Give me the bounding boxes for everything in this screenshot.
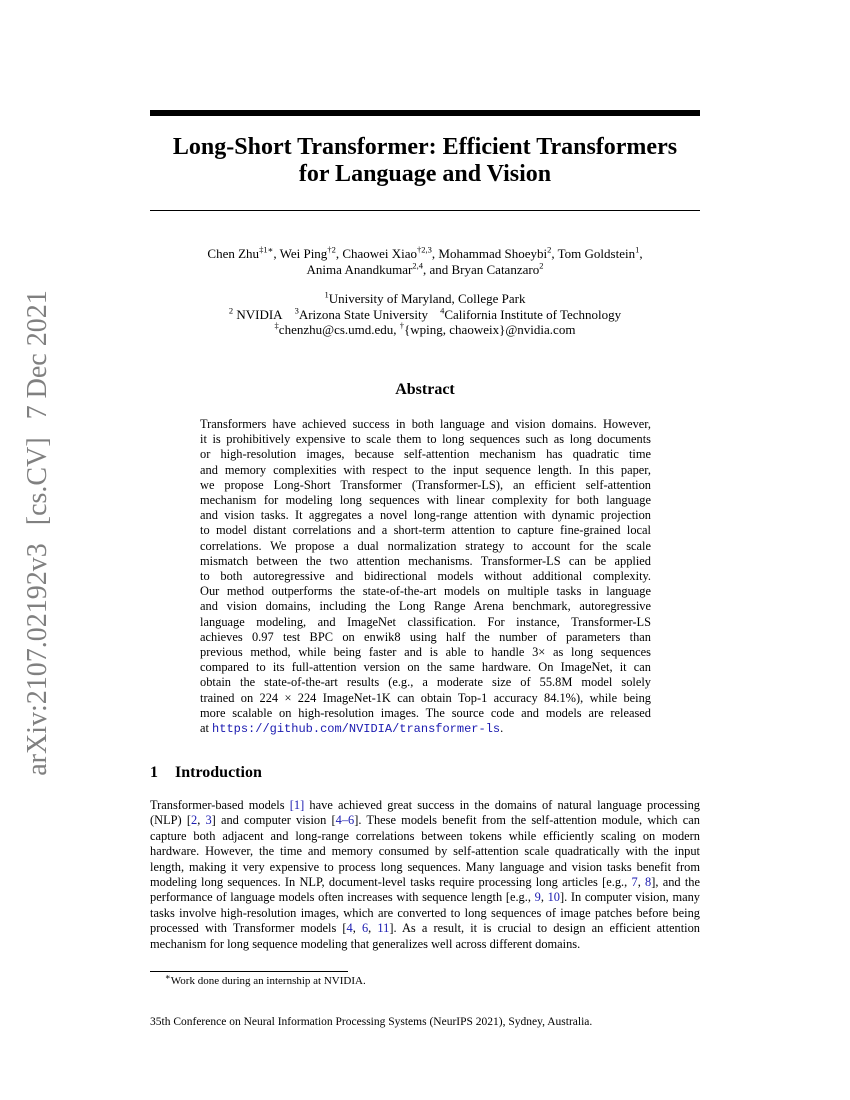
citation-link[interactable]: 10 <box>547 890 560 905</box>
footnote <box>165 971 366 987</box>
author-mark: †2,3 <box>417 244 432 255</box>
intro-paragraph <box>150 798 700 952</box>
arxiv-stamp <box>22 290 54 775</box>
paper-title <box>150 134 700 188</box>
abstract-text: . <box>500 721 504 736</box>
author-name: , Wei Ping <box>273 246 328 261</box>
intro-text: , <box>637 875 646 890</box>
citation-link[interactable]: 4–6 <box>335 813 355 828</box>
abstract-line: compared to its full-attention version on the same hardware. On ImageNet, it can <box>200 660 651 675</box>
email-nvidia: {wping, chaoweix}@nvidia.com <box>404 322 576 337</box>
footnote-rule <box>150 971 348 972</box>
citation-link[interactable]: 9 <box>534 890 541 905</box>
title-line-2: for Language and Vision <box>298 161 552 187</box>
intro-text: Transformer-based models <box>150 798 290 812</box>
affiliation-mark: 4 <box>440 305 445 316</box>
arxiv-date: 7 Dec 2021 <box>22 290 53 420</box>
author-name: Chen Zhu <box>207 246 260 261</box>
code-link[interactable]: https://github.com/NVIDIA/transformer-ls <box>212 722 501 737</box>
abstract-line: language modeling, and ImageNet classification. For instance, Transformer-LS <box>200 614 651 629</box>
citation-link[interactable]: 7 <box>631 875 638 890</box>
intro-text: ]. These models benefit from the self-attention module, which can capture both adjacent and long-range correlations between tokens while efficiently scaling on modern hardware. However, the time and memory consumed by self-attention scale quadratically with the input length, making it very expensive to process long sequences. Many language and vision tasks benefit from modeling long sequences. In NLP, document-level tasks require processing long articles [e.g., <box>150 813 700 890</box>
citation-link[interactable]: 3 <box>205 813 212 828</box>
author-name: , and Bryan Catanzaro <box>422 262 540 277</box>
intro-text: have achieved great success in the domains of natural language processing (NLP) [ <box>150 798 700 828</box>
citation-link[interactable]: 2 <box>190 813 198 828</box>
author-separator: , <box>639 246 643 261</box>
citation-link[interactable]: 6 <box>361 921 369 936</box>
intro-text: ]. In computer vision, many tasks involve high-resolution images, which are converted to long sequences of image patches before being processed with Transformer models [ <box>150 890 700 936</box>
affiliation-caltech: California Institute of Technology <box>444 306 622 322</box>
abstract-line: previous method, while being faster and is able to handle 3× as long sequences <box>200 645 651 660</box>
intro-text: ], and the performance of language models often increases with sequence length [e.g., <box>150 875 701 905</box>
section-heading <box>150 764 700 782</box>
abstract-line: and vision tasks. It aggregates a novel long-range attention with dynamic projection <box>200 508 651 523</box>
abstract-heading: Abstract <box>395 381 455 398</box>
affiliation-line-2 <box>150 307 700 323</box>
abstract-text: at <box>200 721 213 736</box>
title-line-1: Long-Short Transformer: Efficient Transformers <box>172 134 678 160</box>
affiliation-mark: 2 <box>228 305 234 316</box>
intro-text: , <box>352 921 362 936</box>
intro-text: ] and computer vision [ <box>211 813 336 828</box>
title-top-rule <box>150 110 700 116</box>
abstract-line: to both autoregressive and bidirectional models without additional complexity. <box>200 569 651 584</box>
affiliation-mark: 3 <box>294 305 299 316</box>
abstract-line: trained on 224 × 224 ImageNet-1K can obtain Top-1 accuracy 84.1%), while being <box>200 690 651 705</box>
affiliation-line-1 <box>150 291 700 307</box>
abstract-line: we propose Long-Short Transformer (Transformer-LS), an efficient self-attention <box>200 477 651 492</box>
author-line-2 <box>150 262 700 278</box>
abstract-line: more scalable on high-resolution images. The source code and models are released <box>200 705 651 720</box>
email-line <box>150 322 700 338</box>
author-mark: 2 <box>547 244 552 255</box>
abstract-line: mechanism for modeling long sequences with linear complexity for both language <box>200 493 651 508</box>
author-list <box>150 246 700 278</box>
affiliations <box>150 291 700 338</box>
arxiv-category: [cs.CV] <box>22 437 53 526</box>
section-title: Introduction <box>175 764 262 781</box>
affiliation-asu: Arizona State University <box>298 306 429 322</box>
abstract-line: to model distant correlations and a short-term attention to capture fine-grained local <box>200 523 651 538</box>
abstract-line: and memory complexities with respect to the input sequence length. In this paper, <box>200 462 651 477</box>
email-mark: ‡ <box>274 320 279 331</box>
author-mark: 2,4 <box>412 260 423 271</box>
author-mark: 1 <box>635 244 640 255</box>
footnote-text: Work done during an internship at NVIDIA. <box>170 975 366 987</box>
footnote-mark: ∗ <box>165 971 171 982</box>
affiliation-nvidia: NVIDIA <box>233 306 283 322</box>
abstract-line: Our method outperforms the state-of-the-art models on multiple tasks in language <box>200 584 651 599</box>
abstract-line: or high-resolution images, because self-attention mechanism has quadratic time <box>200 447 651 462</box>
author-mark: ‡1∗ <box>259 244 274 255</box>
abstract-line: correlations. We propose a dual normalization strategy to account for the scale <box>200 538 651 553</box>
intro-text: , <box>197 813 206 828</box>
author-mark: †2 <box>327 244 336 255</box>
section-number: 1 <box>150 764 158 781</box>
affiliation-mark: 1 <box>324 289 329 300</box>
intro-text: , <box>540 890 548 905</box>
intro-text: , <box>368 921 378 936</box>
abstract-line: mismatch between the two attention mechanisms. Transformer-LS can be applied <box>200 553 651 568</box>
author-line-1 <box>150 246 700 262</box>
abstract-line: obtain the state-of-the-art results (e.g., a moderate size of 55.8M model solely <box>200 675 651 690</box>
arxiv-id: arXiv:2107.02192v3 <box>22 543 53 776</box>
abstract-line: achieves 0.97 test BPC on enwik8 using half the number of parameters than <box>200 629 651 644</box>
citation-link[interactable]: [1] <box>289 798 305 812</box>
author-name: Anima Anandkumar <box>306 262 413 277</box>
citation-link[interactable]: 4 <box>346 921 353 936</box>
abstract-line: it is prohibitively expensive to scale them to long sequences such as long documents <box>200 432 651 447</box>
intro-text: ]. As a result, it is crucial to design an efficient attention mechanism for long sequence modeling that generalizes well across different domains. <box>150 921 700 951</box>
title-bottom-rule <box>150 210 700 211</box>
abstract-last-line <box>200 721 651 737</box>
author-name: , Chaowei Xiao <box>335 246 418 261</box>
email-mark: † <box>399 320 405 331</box>
abstract-body <box>200 417 651 737</box>
email-umd: chenzhu@cs.umd.edu, <box>278 322 400 337</box>
abstract-line: Transformers have achieved success in both language and vision domains. However, <box>200 417 651 431</box>
citation-link[interactable]: 11 <box>377 921 390 936</box>
abstract-line: and vision domains, including the Long Range Arena benchmark, autoregressive <box>200 599 651 614</box>
author-name: , Mohammad Shoeybi <box>431 246 548 261</box>
affiliation-umd: University of Maryland, College Park <box>328 291 526 306</box>
author-name: , Tom Goldstein <box>551 246 636 261</box>
conference-note: 35th Conference on Neural Information Processing Systems (NeurIPS 2021), Sydney, Australia. <box>150 1016 593 1028</box>
author-mark: 2 <box>539 260 544 271</box>
citation-link[interactable]: 8 <box>645 875 652 890</box>
